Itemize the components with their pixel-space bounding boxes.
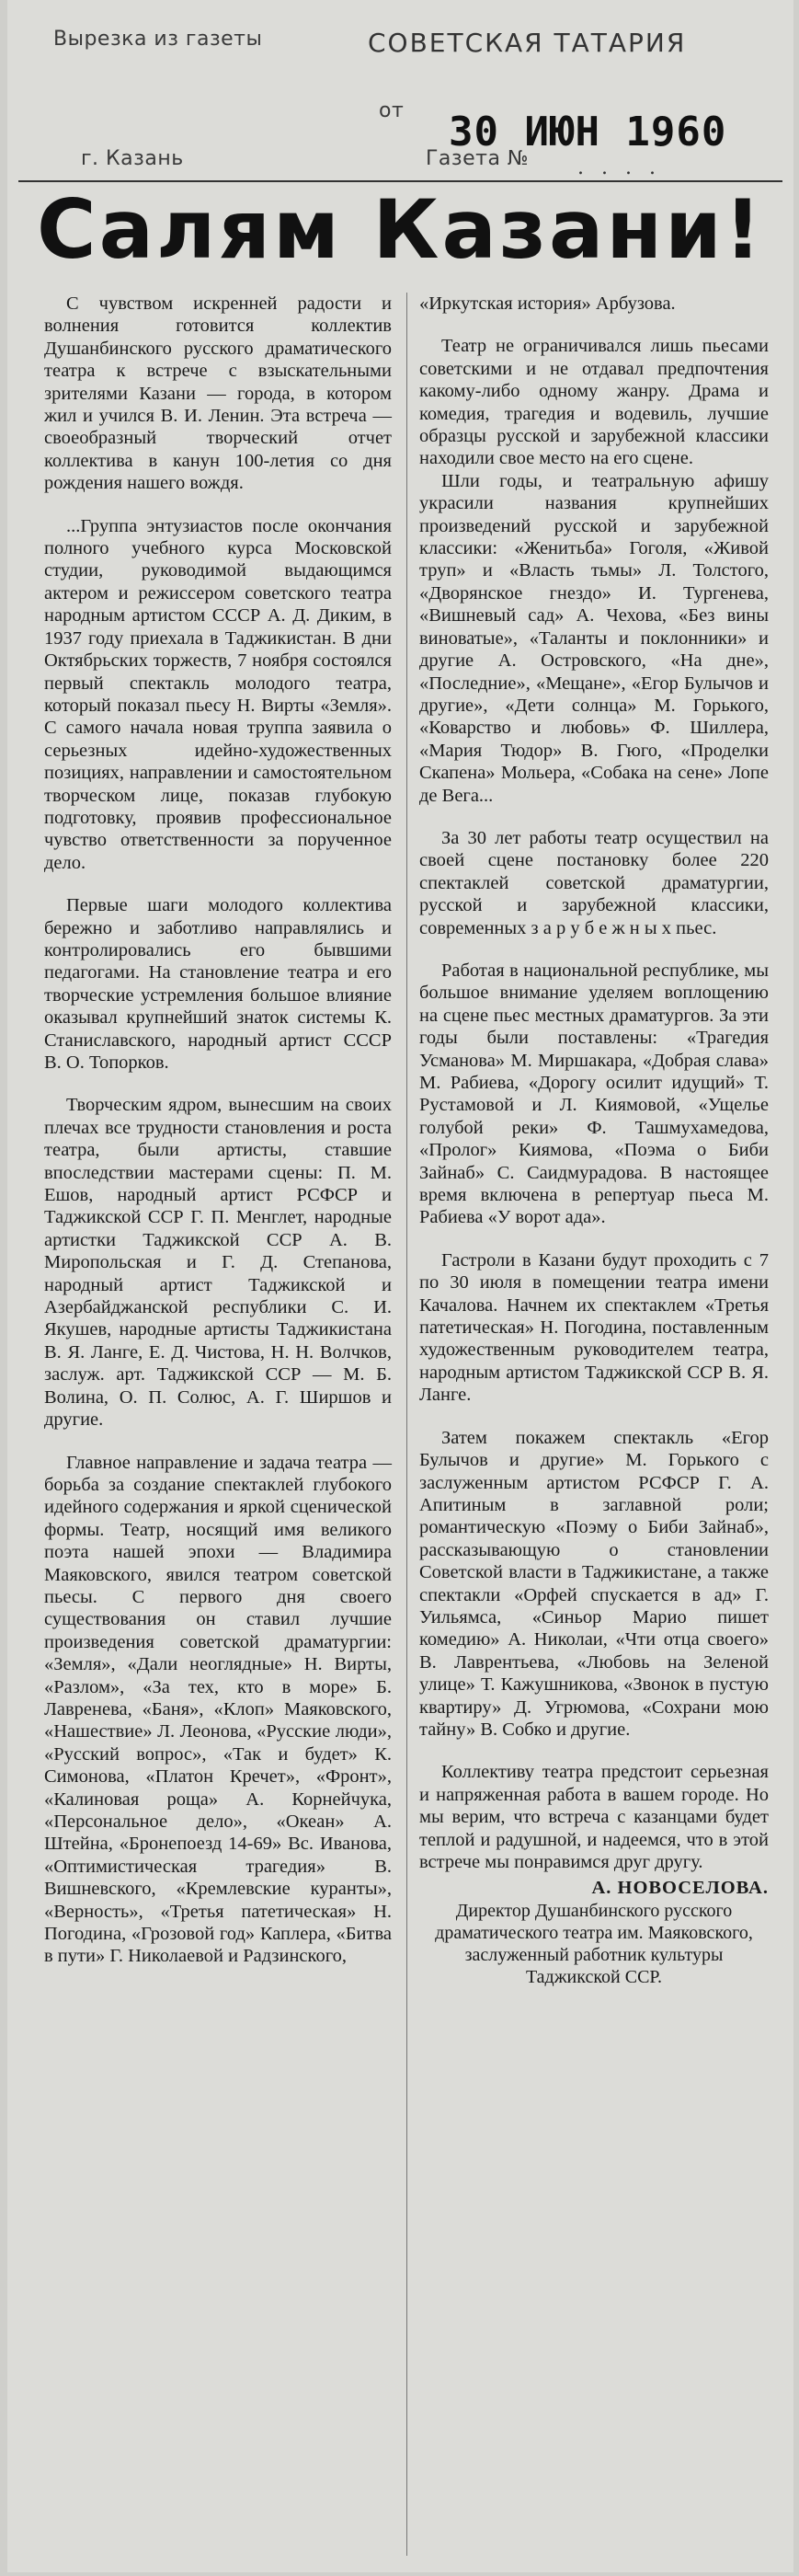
article-column-2 — [419, 293, 769, 1988]
newspaper-name: СОВЕТСКАЯ ТАТАРИЯ — [368, 28, 687, 58]
paragraph: Коллективу театра предстоит серьезная и напряженная работа в вашем городе. Но мы верим, что встреча с казанцами будет теплой и радушной, и надеемся, что в этой встрече мы понравимся друг другу. — [419, 1762, 769, 1872]
paragraph: «Иркутская история» Арбузова. — [419, 293, 676, 314]
column-separator — [406, 293, 407, 2556]
from-label: от — [379, 99, 405, 122]
paragraph: Затем покажем спектакль «Егор Булычов и другие» М. Горького с заслуженным артистом РСФСР Г. А. Апитиным в заглавной роли; романтическую «Поэму о Биби Зайнаб», рассказывающую о становлении Советской власти в Таджикистане, а также спектакли «Орфей спускается в ад» Г. Уильямса, «Синьор Марио пишет комедию» А. Николаи, «Чти отца своего» В. Лаврентьева, «Любовь на Зеленой улице» Т. Кажушникова, «Звонок в пустую квартиру» Д. Угрюмова, «Сохрани мою тайну» В. Собко и другие. — [419, 1427, 769, 1740]
paragraph: Главное направление и задача театра — борьба за создание спектаклей глубокого идейного содержания и яркой сценической формы. Театр, носящий имя великого поэта нашей эпохи — Владимира Маяковского, явился театром советской пьесы. С первого дня своего существования он ставил лучшие произведения советской драматургии: «Земля», «Дали неоглядные» Н. Вирты, «Разлом», «За тех, кто в море» Б. Лавренева, «Баня», «Клоп» Маяковского, «Нашествие» Л. Леонова, «Русские люди», «Русский вопрос», «Так и будет» К. Симонова, «Платон Кречет», «Фронт», «Калиновая роща» А. Корнейчука, «Персональное дело», «Океан» А. Штейна, «Бронепоезд 14-69» Вс. Иванова, «Оптимистическая трагедия» В. Вишневского, «Кремлевские куранты», «Верность», «Третья патетическая» Н. Погодина, «Грозовой год» Каплера, «Битва в пути» Г. Николаевой и Радзинского, — [44, 1452, 392, 1967]
newspaper-clipping — [7, 0, 793, 2572]
paragraph: За 30 лет работы театр осуществил на своей сцене постановку более 220 спектаклей советской драматургии, русской и зарубежной классики, современных з а р у б е ж н ы х пьес. — [419, 827, 769, 938]
paragraph: С чувством искренней радости и волнения готовится коллектив Душанбинского русского драматического театра к встрече с взыскательными зрителями Казани — города, в котором жил и учился В. И. Ленин. Эта встреча — своеобразный творческий отчет коллектива в канун 100-летия со дня рождения нашего вождя. — [44, 293, 392, 494]
paragraph: Шли годы, и театральную афишу украсили названия крупнейших произведений русской и зарубежной классики: «Женитьба» Гоголя, «Живой труп» и «Власть тьмы» Л. Толстого, «Дворянское гнездо» И. Тургенева, «Вишневый сад» А. Чехова, «Без вины виноватые», «Таланты и поклонники» и другие А. Островского, «На дне», «Последние», «Мещане», «Егор Булычов и другие», «Дети солнца» М. Горького, «Коварство и любовь» Ф. Шиллера, «Мария Тюдор» В. Гюго, «Проделки Скапена» Мольера, «Собака на сене» Лопе де Вега... — [419, 470, 769, 806]
paragraph: Первые шаги молодого коллектива бережно и заботливо направлялись и контролировались его бывшими педагогами. На становление театра и его творческие устремления большое влияние оказывал крупнейший знаток системы К. Станиславского, народный артист СССР В. О. Топорков. — [44, 895, 392, 1073]
gazette-number-dots: . . . . — [577, 156, 661, 179]
article-column-1 — [44, 293, 392, 1968]
paragraph: ...Группа энтузиастов после окончания полного учебного курса Московской студии, руководимой выдающимся актером и режиссером советского театра народным артистом СССР А. Д. Диким, в 1937 году приехала в Таджикистан. В дни Октябрьских торжеств, 7 ноября состоялся первый спектакль молодого театра, который показал пьесу Н. Вирты «Земля». С самого начала новая труппа заявила о серьезных идейно-художественных позициях, направлении и самостоятельном творческом лице, показав глубокую подготовку, проявив профессиональное чувство ответственности за порученное дело. — [44, 515, 392, 873]
paragraph: Гастроли в Казани будут проходить с 7 по 30 июля в помещении театра имени Качалова. Начнем их спектаклем «Третья патетическая» Н. Погодина, поставленным художественным руководителем театра, народным артистом Таджикской ССР В. Я. Ланге. — [419, 1249, 769, 1406]
clipping-header — [7, 0, 793, 182]
paragraph: Творческим ядром, вынесшим на своих плечах все трудности становления и роста театра, были артисты, ставшие впоследствии мастерами сцены: П. М. Ешов, народный артист РСФСР и Таджикской ССР Г. П. Менглет, народные артистки Таджикской ССР А. В. Миропольская и Г. Д. Степанова, народный артист Таджикской и Азербайджанской республики С. И. Якушев, народные артисты Таджикистана В. Я. Ланге, Е. Д. Чистова, Н. Н. Волчков, заслуж. арт. Таджикской ССР — М. Б. Волина, О. П. Солюс, А. Г. Ширшов и другие. — [44, 1095, 392, 1431]
author-signature: А. НОВОСЕЛОВА. — [591, 1878, 769, 1899]
city-label: г. Казань — [81, 147, 184, 170]
author-role: Директор Душанбинского русского драматического театра им. Маяковского, заслуженный работник культуры Таджикской ССР. — [435, 1900, 753, 1987]
date-stamp: 30 ИЮН 1960 — [449, 109, 727, 155]
gazette-number-label: Газета № — [426, 147, 530, 170]
headline: Салям Казани! — [37, 182, 764, 277]
clipping-label: Вырезка из газеты — [53, 28, 263, 51]
paragraph: Театр не ограничивался лишь пьесами советскими и не отдавал предпочтения какому-либо одному жанру. Драма и комедия, трагедия и водевиль, лучшие образцы русской и зарубежной классики находили свое место на его сцене. — [419, 336, 769, 469]
paragraph: Работая в национальной республике, мы большое внимание уделяем воплощению на сцене пьес местных драматургов. За эти годы были поставлены: «Трагедия Усманова» М. Миршакара, «Добрая слава» М. Рабиева, «Дорогу осилит идущий» Т. Рустамовой и Л. Киямовой, «Ущелье голубой реки» Ф. Ташмухамедова, «Пролог» Киямова, «Поэма о Биби Зайнаб» С. Саидмурадова. В настоящее время включена в репертуар пьеса М. Рабиева «У ворот ада». — [419, 960, 769, 1228]
